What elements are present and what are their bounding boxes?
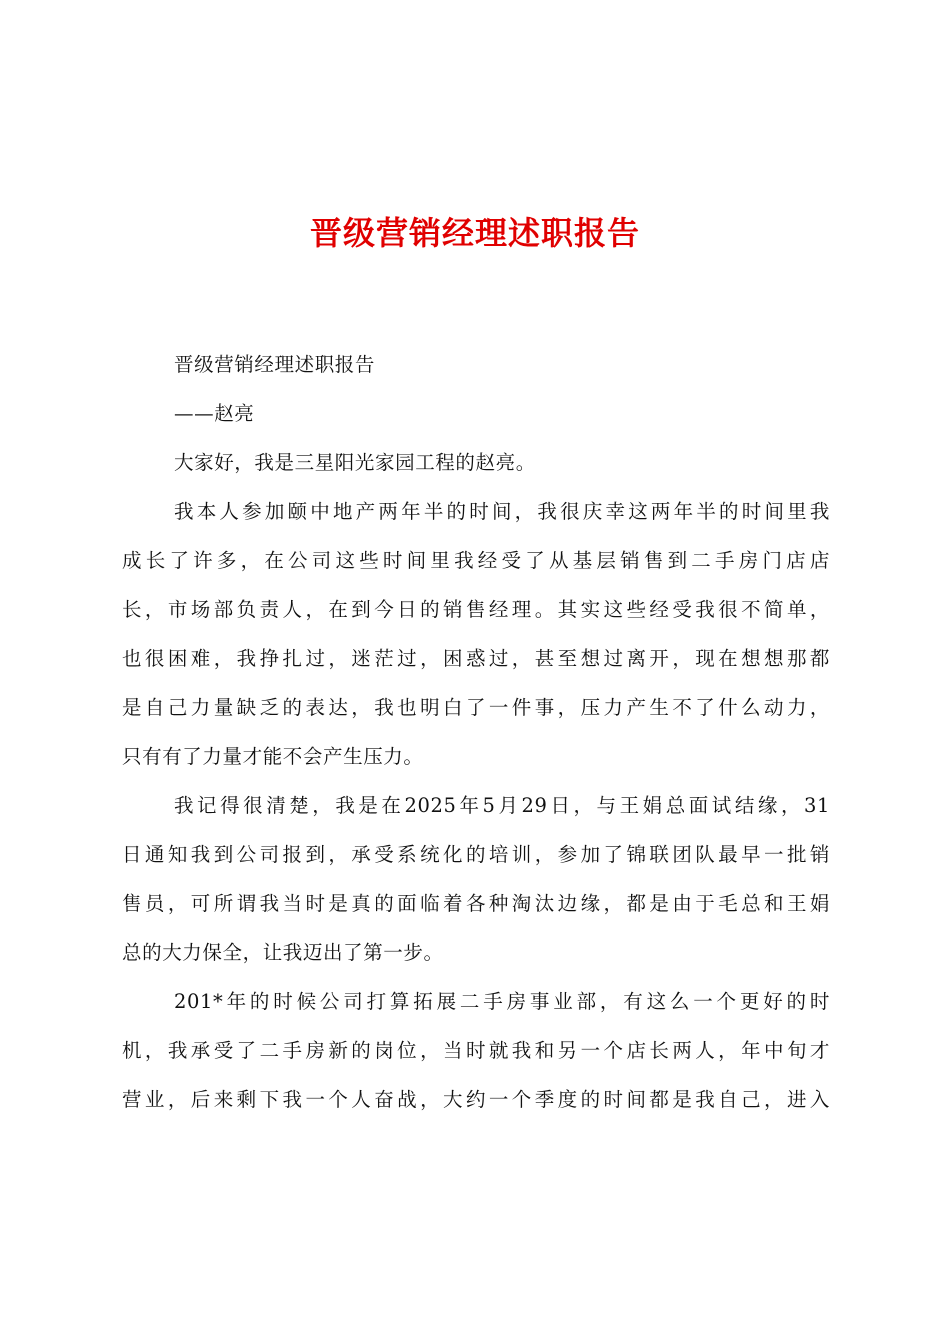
document-body (122, 340, 830, 1124)
paragraph-line: 成长了许多，在公司这些时间里我经受了从基层销售到二手房门店店 (122, 549, 830, 572)
paragraph-line: 长，市场部负责人，在到今日的销售经理。其实这些经受我很不简单， (122, 598, 830, 621)
paragraph-line: 日通知我到公司报到，承受系统化的培训，参加了锦联团队最早一批销 (122, 843, 830, 866)
document-title: 晋级营销经理述职报告 (309, 214, 640, 252)
paragraph-line: 售员，可所谓我当时是真的面临着各种淘汰边缘，都是由于毛总和王娟 (122, 892, 830, 915)
paragraph-line: 我记得很清楚，我是在2025年5月29日，与王娟总面试结缘，31 (174, 794, 830, 817)
subtitle-line: 晋级营销经理述职报告 (174, 353, 376, 376)
paragraph-line: 机，我承受了二手房新的岗位，当时就我和另一个店长两人，年中旬才 (122, 1039, 830, 1062)
paragraph-line: 201*年的时候公司打算拓展二手房事业部，有这么一个更好的时 (174, 990, 830, 1013)
paragraph-line: 我本人参加颐中地产两年半的时间，我很庆幸这两年半的时间里我 (174, 500, 830, 523)
greeting-line: 大家好，我是三星阳光家园工程的赵亮。 (174, 451, 536, 474)
paragraph-line: 总的大力保全，让我迈出了第一步。 (122, 941, 444, 964)
paragraph-line: 也很困难，我挣扎过，迷茫过，困惑过，甚至想过离开，现在想想那都 (122, 647, 830, 670)
author-line: ——赵亮 (174, 402, 255, 425)
paragraph-line: 是自己力量缺乏的表达，我也明白了一件事，压力产生不了什么动力， (122, 696, 830, 719)
paragraph-line: 营业，后来剩下我一个人奋战，大约一个季度的时间都是我自己，进入 (122, 1088, 830, 1111)
paragraph-line: 只有有了力量才能不会产生压力。 (122, 745, 424, 768)
